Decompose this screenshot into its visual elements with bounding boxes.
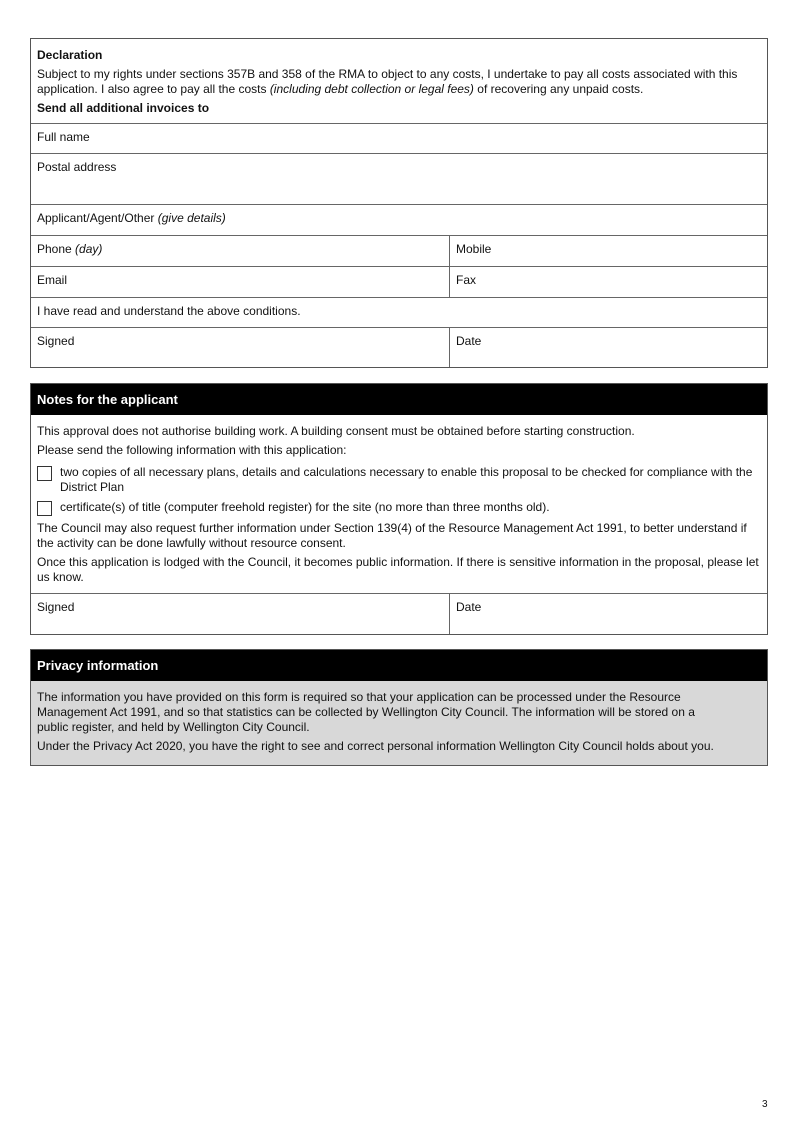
phone-field[interactable] [31,236,450,266]
notes-line4: Once this application is lodged with the Council, it becomes public information. If there is sensitive information in the proposal, please let us know. [37,555,759,584]
privacy-para1: The information you have provided on this form is required so that your application can be processed under the Resource Management Act 1991, and so that statistics can be collected by Wellington City Council. The information will be stored on a public register, and held by Wellington City Council. [37,690,695,734]
postal-address-label: Postal address [37,160,117,174]
applicant-hint: (give details) [157,211,226,225]
declaration-title: Declaration [37,48,103,62]
applicant-field[interactable] [31,205,767,235]
notes-signed-field[interactable] [31,594,450,634]
full-name-field[interactable] [31,124,767,153]
signed-label: Signed [37,334,75,348]
date-label: Date [456,334,482,348]
declaration-section [30,38,768,368]
privacy-section [30,649,768,766]
mobile-field[interactable] [450,236,767,266]
signed-field[interactable] [31,328,450,367]
mobile-label: Mobile [456,242,492,256]
notes-date-field[interactable] [450,594,767,634]
page-number: 3 [762,1099,768,1110]
declaration-text: Subject to my rights under sections 357B and 358 of the RMA to object to any costs, I undertake to pay all costs associated with this application. I also agree to pay all the costs (including debt collection or legal fees) of recovering any unpaid costs. [37,67,738,96]
fax-label: Fax [456,273,477,287]
notes-line2: Please send the following information with this application: [37,443,347,457]
phone-label: Phone [37,242,76,256]
checklist-item-plans[interactable] [37,465,761,495]
date-field[interactable] [450,328,767,367]
full-name-label: Full name [37,130,90,144]
privacy-para2: Under the Privacy Act 2020, you have the right to see and correct personal information Wellington City Council holds about you. [37,739,714,753]
email-label: Email [37,273,68,287]
applicant-label: Applicant/Agent/Other [37,211,158,225]
email-field[interactable] [31,267,450,297]
date-label: Date [456,600,482,614]
phone-hint: (day) [75,242,103,256]
privacy-title: Privacy information [31,650,767,681]
notes-line3: The Council may also request further information under Section 139(4) of the Resource Management Act 1991, to better understand if the activity can be done lawfully without resource consent. [37,521,747,550]
signed-label: Signed [37,600,75,614]
notes-section [30,383,768,635]
invoices-heading: Send all additional invoices to [37,101,210,115]
fax-field[interactable] [450,267,767,297]
notes-title: Notes for the applicant [31,384,767,415]
notes-line1: This approval does not authorise building work. A building consent must be obtained before starting construction. [37,424,635,438]
read-conditions-text: I have read and understand the above conditions. [37,304,301,318]
checklist-label: certificate(s) of title (computer freehold register) for the site (no more than three months old). [60,500,550,514]
checkbox-icon[interactable] [37,466,52,481]
checklist-item-title[interactable] [37,500,761,516]
postal-address-field[interactable] [31,154,767,204]
checklist-label: two copies of all necessary plans, details and calculations necessary to enable this proposal to be checked for compliance with the District Plan [60,465,753,494]
checkbox-icon[interactable] [37,501,52,516]
